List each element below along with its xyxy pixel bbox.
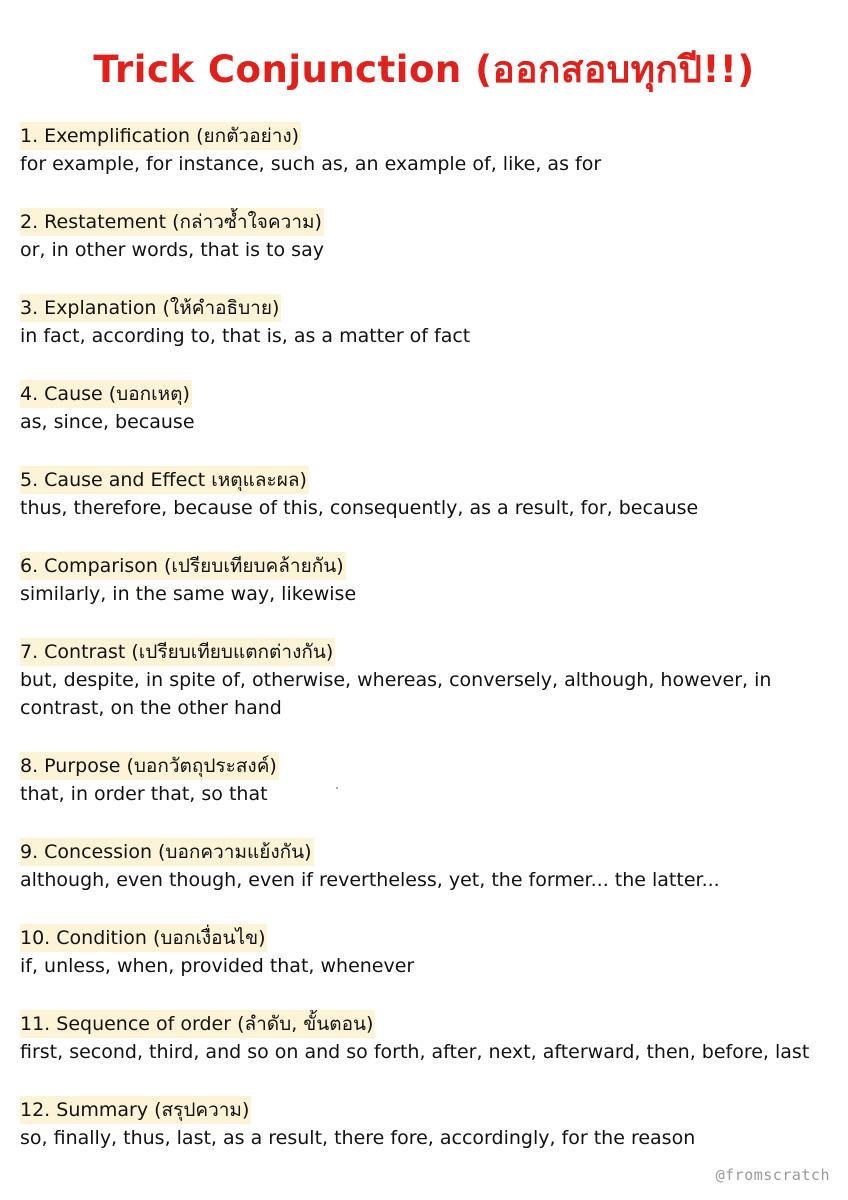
item-heading: 10. Condition (บอกเงื่อนไข)	[20, 924, 267, 952]
item-words: so, finally, thus, last, as a result, there fore, accordingly, for the reason	[20, 1127, 696, 1149]
item-heading: 9. Concession (บอกความแย้งกัน)	[20, 838, 314, 866]
item-heading: 1. Exemplification (ยกตัวอย่าง)	[20, 122, 301, 150]
list-item	[20, 638, 846, 752]
item-heading: 6. Comparison (เปรียบเทียบคล้ายกัน)	[20, 552, 346, 580]
list-item	[20, 294, 846, 380]
item-words: or, in other words, that is to say	[20, 239, 324, 261]
item-words: similarly, in the same way, likewise	[20, 583, 357, 605]
item-heading: 8. Purpose (บอกวัตถุประสงค์)	[20, 752, 279, 780]
item-words: if, unless, when, provided that, whenever	[20, 955, 415, 977]
item-heading: 11. Sequence of order (ลำดับ, ขั้นตอน)	[20, 1010, 375, 1038]
list-item	[20, 1010, 846, 1096]
list-item	[20, 208, 846, 294]
item-words: thus, therefore, because of this, consequently, as a result, for, because	[20, 497, 699, 519]
page-title	[0, 40, 848, 99]
list-item	[20, 838, 846, 924]
author-signature: @fromscratch	[715, 1166, 830, 1184]
item-heading: 2. Restatement (กล่าวซ้ำใจความ)	[20, 208, 324, 236]
item-heading: 4. Cause (บอกเหตุ)	[20, 380, 192, 408]
item-words: in fact, according to, that is, as a matter of fact	[20, 325, 471, 347]
title-text: Trick Conjunction (ออกสอบทุกปี	[93, 48, 703, 91]
item-words: although, even though, even if revertheless, yet, the former... the latter...	[20, 869, 720, 891]
item-words: for example, for instance, such as, an example of, like, as for	[20, 153, 602, 175]
item-heading: 3. Explanation (ให้คำอธิบาย)	[20, 294, 281, 322]
decorative-speck	[336, 787, 338, 789]
list-item	[20, 924, 846, 1010]
item-heading: 7. Contrast (เปรียบเทียบแตกต่างกัน)	[20, 638, 335, 666]
item-words: that, in order that, so that	[20, 783, 268, 805]
conjunction-list	[20, 122, 846, 1182]
title-close-paren: )	[737, 48, 755, 91]
title-exclamation: !!	[702, 48, 738, 91]
list-item	[20, 122, 846, 208]
item-words: but, despite, in spite of, otherwise, whereas, conversely, although, however, in contrast, on the other hand	[20, 669, 772, 719]
list-item	[20, 552, 846, 638]
item-heading: 12. Summary (สรุปความ)	[20, 1096, 251, 1124]
list-item	[20, 752, 846, 838]
item-heading: 5. Cause and Effect เหตุและผล)	[20, 466, 309, 494]
list-item	[20, 466, 846, 552]
item-words: first, second, third, and so on and so forth, after, next, afterward, then, before, last	[20, 1041, 810, 1063]
list-item	[20, 380, 846, 466]
item-words: as, since, because	[20, 411, 195, 433]
